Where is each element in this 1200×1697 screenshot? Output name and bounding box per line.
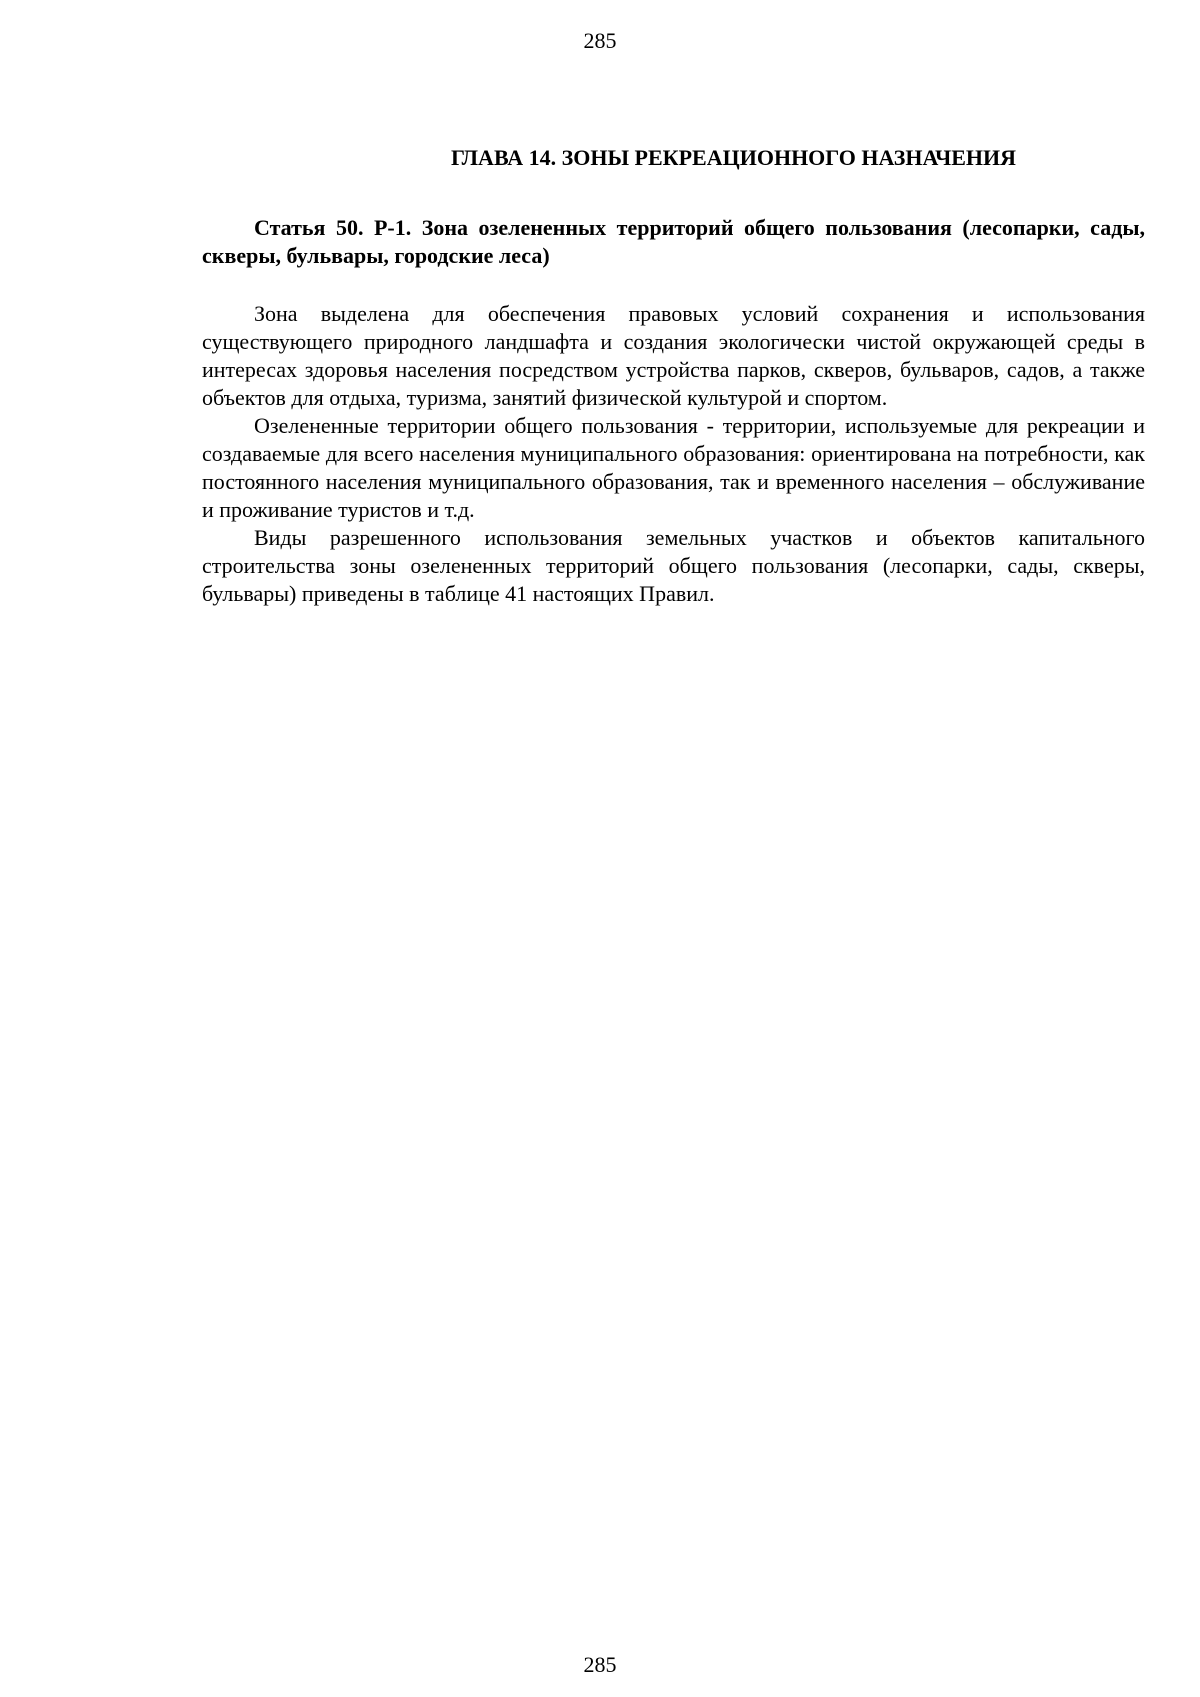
page-number-bottom: 285 xyxy=(583,1652,617,1677)
article-text xyxy=(202,300,1145,608)
page-number-top: 285 xyxy=(583,28,617,53)
article-title: Статья 50. Р-1. Зона озелененных территорий общего пользования (лесопарки, сады, скверы, бульвары, городские леса) xyxy=(202,215,1145,268)
paragraph: Виды разрешенного использования земельных участков и объектов капитального строительства зоны озелененных территорий общего пользования (лесопарки, сады, скверы, бульвары) приведены в таблице 41 настоящих Правил. xyxy=(202,525,1145,606)
document-body xyxy=(202,144,1145,608)
paragraph: Озелененные территории общего пользования - территории, используемые для рекреации и создаваемые для всего населения муниципального образования: ориентирована на потребности, как постоянного населения муниципального образования, так и временного населения – обслуживание и проживание туристов и т.д. xyxy=(202,413,1145,522)
chapter-title: ГЛАВА 14. ЗОНЫ РЕКРЕАЦИОННОГО НАЗНАЧЕНИЯ xyxy=(450,145,1017,170)
paragraph: Зона выделена для обеспечения правовых условий сохранения и использования существующего природного ландшафта и создания экологически чистой окружающей среды в интересах здоровья населения посредством устройства парков, скверов, бульваров, садов, а также объектов для отдыха, туризма, занятий физической культурой и спортом. xyxy=(202,301,1145,410)
